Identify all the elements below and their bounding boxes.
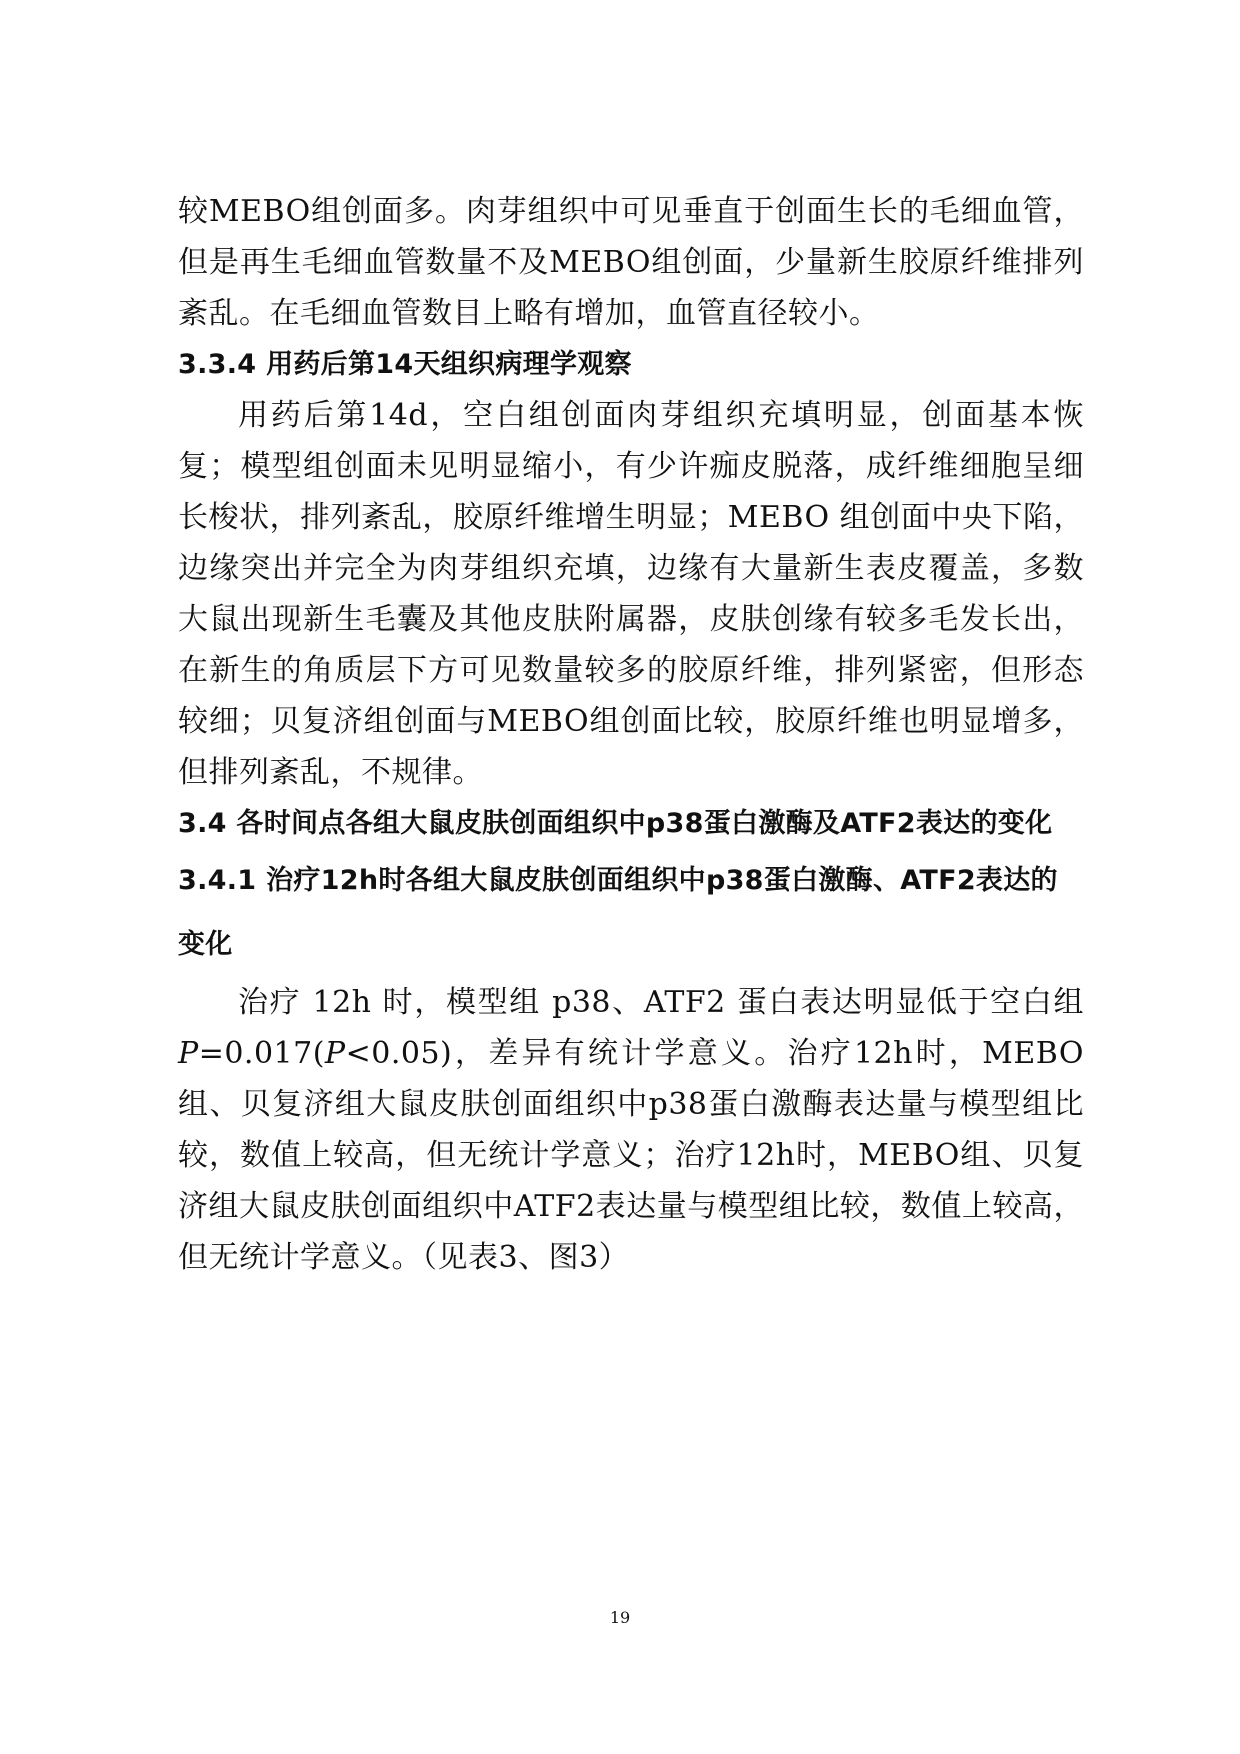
paragraph-3-4-1-text-a: 治疗 12h 时，模型组 p38、ATF2 蛋白表达明显低于空白组 — [238, 985, 1084, 1020]
page-body — [178, 186, 1084, 1283]
paragraph-continued: 较MEBO组创面多。肉芽组织中可见垂直于创面生长的毛细血管，但是再生毛细血管数量不及MEBO组创面，少量新生胶原纤维排列紊乱。在毛细血管数目上略有增加，血管直径较小。 — [178, 194, 1084, 331]
page-number: 19 — [609, 1608, 631, 1627]
paragraph-3-3-4: 用药后第14d，空白组创面肉芽组织充填明显，创面基本恢复；模型组创面未见明显缩小，有少许痂皮脱落，成纤维细胞呈细长梭状，排列紊乱，胶原纤维增生明显；MEBO 组创面中央下陷，边缘突出并完全为肉芽组织充填，边缘有大量新生表皮覆盖，多数大鼠出现新生毛囊及其他皮肤附属器，皮肤创缘有较多毛发长出，在新生的角质层下方可见数量较多的胶原纤维，排列紧密，但形态较细；贝复济组创面与MEBO组创面比较，胶原纤维也明显增多，但排列紊乱，不规律。 — [178, 398, 1084, 790]
p-value-symbol: P — [178, 1036, 199, 1071]
paragraph-3-4-1-text-b: =0.017( — [198, 1036, 325, 1071]
p-value-symbol-threshold: P — [324, 1036, 346, 1071]
section-heading-3-4: 3.4 各时间点各组大鼠皮肤创面组织中p38蛋白激酶及ATF2表达的变化 — [178, 808, 1053, 839]
section-heading-3-3-4: 3.3.4 用药后第14天组织病理学观察 — [178, 349, 632, 380]
section-heading-3-4-1: 3.4.1 治疗12h时各组大鼠皮肤创面组织中p38蛋白激酶、ATF2表达的变化 — [178, 865, 1058, 960]
paragraph-3-4-1-text-c: <0.05)，差异有统计学意义。治疗12h时，MEBO组、贝复济组大鼠皮肤创面组织中p38蛋白激酶表达量与模型组比较，数值上较高，但无统计学意义；治疗12h时，MEBO组、贝复济组大鼠皮肤创面组织中ATF2表达量与模型组比较，数值上较高，但无统计学意义。（见表3、图3） — [178, 1036, 1084, 1275]
paragraph-3-4-1 — [178, 977, 1084, 1283]
